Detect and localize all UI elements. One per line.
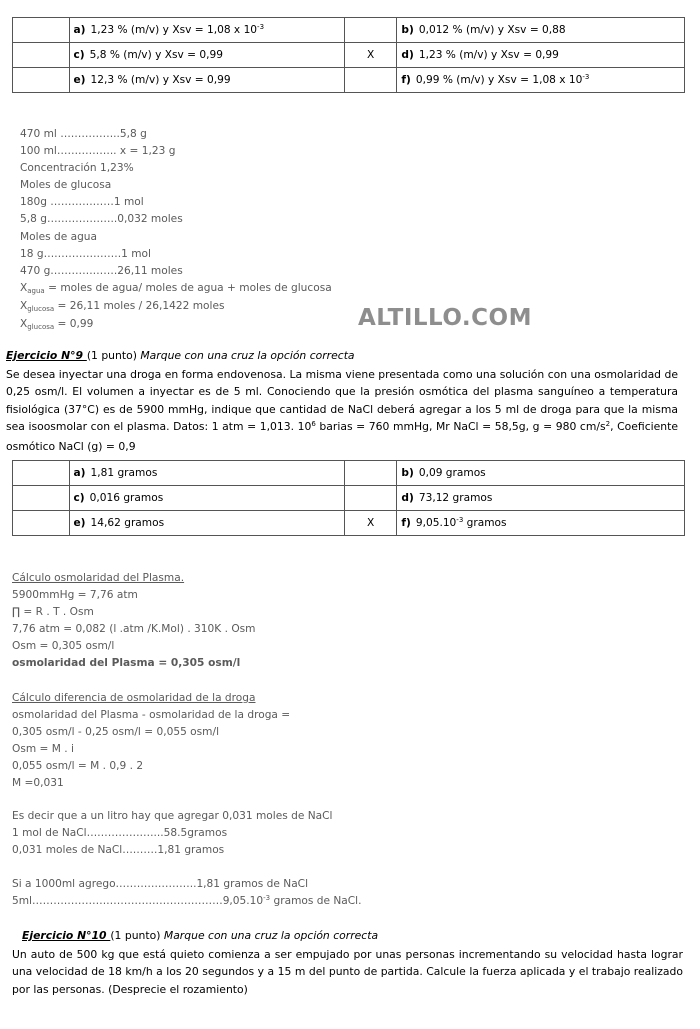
option-d-cell — [397, 486, 685, 511]
calc-line: 18 g………………….1 mol — [20, 247, 151, 260]
calc-line: ∏ = R . T . Osm — [12, 606, 94, 619]
option-text: 9,05.10 — [415, 517, 457, 529]
option-letter: b) — [401, 467, 414, 479]
solution-ex9-difference — [12, 690, 290, 793]
option-letter: c) — [73, 492, 85, 504]
options-table-ex8 — [12, 17, 685, 93]
calc-line: 0,031 moles de NaCl……….1,81 gramos — [12, 844, 225, 857]
calc-title: Cálculo diferencia de osmolaridad de la droga — [12, 692, 256, 704]
calc-line: 0,305 osm/l - 0,25 osm/l = 0,055 osm/l — [12, 726, 220, 739]
option-b-cell — [397, 18, 685, 43]
calc-line: 5,8 g………………..0,032 moles — [20, 213, 183, 226]
option-text: 0,99 % (m/v) y Xsv = 1,08 x 10 — [415, 74, 583, 86]
mark-cell[interactable]: X — [344, 511, 396, 536]
option-text: 0,012 % (m/v) y Xsv = 0,88 — [418, 24, 566, 36]
solution-ex9-final — [12, 876, 362, 911]
calc-result: osmolaridad del Plasma = 0,305 osm/l — [12, 657, 241, 670]
option-letter: c) — [73, 49, 85, 61]
exercise-points: (1 punto) — [110, 929, 164, 942]
mark-cell[interactable] — [344, 461, 396, 486]
option-e-cell — [69, 68, 344, 93]
option-letter: b) — [401, 24, 414, 36]
exercise-instruction: Marque con una cruz la opción correcta — [163, 929, 379, 942]
exercise-heading: Ejercicio N°9 — [6, 349, 87, 362]
option-d-cell — [397, 43, 685, 68]
calc-line: Moles de agua — [20, 230, 98, 243]
calc-text: 5ml………………………………………………9,05.10 — [12, 895, 264, 908]
statement-sup: 2 — [605, 420, 611, 429]
option-text: 14,62 gramos — [90, 517, 165, 529]
exercise-9-title — [6, 349, 355, 362]
calc-line: 180g ………………1 mol — [20, 196, 144, 209]
blank-cell[interactable] — [13, 68, 70, 93]
blank-cell[interactable] — [13, 18, 70, 43]
option-letter: a) — [73, 467, 86, 479]
option-letter: e) — [73, 74, 86, 86]
table-row — [13, 486, 685, 511]
solution-ex9-moles — [12, 808, 332, 859]
calc-line: Si a 1000ml agrego…………………..1,81 gramos de NaCl — [12, 878, 309, 890]
option-sup: -3 — [456, 516, 464, 524]
exercise-instruction: Marque con una cruz la opción correcta — [140, 349, 355, 362]
calc-line: 0,055 osm/l = M . 0,9 . 2 — [12, 760, 144, 773]
option-text: gramos — [463, 517, 507, 529]
calc-line — [20, 298, 332, 316]
var-x: X — [20, 299, 28, 312]
table-row — [13, 68, 685, 93]
calc-text: = moles de agua/ moles de agua + moles de glucosa — [44, 281, 332, 294]
blank-cell[interactable] — [13, 43, 70, 68]
calc-line: 5900mmHg = 7,76 atm — [12, 589, 138, 602]
table-row — [13, 18, 685, 43]
option-sup: -3 — [582, 73, 590, 81]
option-text: 0,016 gramos — [89, 492, 164, 504]
calc-text: = 26,11 moles / 26,1422 moles — [54, 299, 225, 312]
calc-text: = 0,99 — [54, 318, 94, 331]
calc-line: Osm = M . i — [12, 743, 74, 756]
solution-ex8 — [20, 126, 332, 334]
solution-ex9-plasma — [12, 570, 256, 673]
var-sub: glucosa — [27, 304, 55, 313]
var-x: X — [20, 281, 28, 294]
calc-line — [20, 280, 332, 298]
option-b-cell — [397, 461, 685, 486]
calc-line — [12, 893, 362, 911]
statement-text: Se desea inyectar una droga en forma endovenosa. La misma viene presentada como una solución con una osmolaridad de 0,25 osm/l. El volumen a inyectar es de 5 ml. Conociendo que la presión osmótica del plasma sanguíneo a temperatura fisiológica (37°C) es de 5900 mmHg, indique que cantidad de NaCl deberá agregar a los 5 ml de droga para que la misma sea isoosmolar con el plasma. Datos: 1 atm = 1,013. 10 — [6, 368, 678, 434]
var-x: X — [20, 318, 28, 331]
statement-sup: 6 — [311, 420, 316, 429]
calc-line: 470 ml ……………..5,8 g — [20, 128, 147, 140]
option-letter: d) — [401, 49, 414, 61]
option-e-cell — [69, 511, 344, 536]
option-f-cell — [397, 511, 685, 536]
option-letter: e) — [73, 517, 86, 529]
calc-line: 100 ml…………….. x = 1,23 g — [20, 145, 176, 158]
option-c-cell — [69, 43, 344, 68]
calc-line: 1 mol de NaCl………………....58.5gramos — [12, 827, 228, 840]
table-row — [13, 43, 685, 68]
blank-cell[interactable] — [13, 486, 70, 511]
option-text: 5,8 % (m/v) y Xsv = 0,99 — [89, 49, 223, 61]
exercise-10-title — [22, 929, 378, 942]
option-sup: -3 — [257, 23, 265, 31]
option-text: 1,23 % (m/v) y Xsv = 1,08 x 10 — [90, 24, 258, 36]
calc-line: Concentración 1,23% — [20, 162, 134, 175]
blank-cell[interactable] — [13, 511, 70, 536]
option-a-cell — [69, 461, 344, 486]
option-text: 0,09 gramos — [418, 467, 486, 479]
option-f-cell — [397, 68, 685, 93]
option-letter: f) — [401, 74, 411, 86]
mark-cell[interactable] — [344, 18, 396, 43]
option-text: 1,23 % (m/v) y Xsv = 0,99 — [418, 49, 559, 61]
table-row — [13, 511, 685, 536]
option-a-cell — [69, 18, 344, 43]
calc-line: 7,76 atm = 0,082 (l .atm /K.Mol) . 310K . Osm — [12, 623, 256, 636]
calc-title: Cálculo osmolaridad del Plasma. — [12, 572, 185, 584]
statement-text: , Coeficiente osmótico NaCl (g) = 0,9 — [6, 420, 678, 453]
calc-line: M =0,031 — [12, 777, 64, 790]
calc-line: 470 g……………….26,11 moles — [20, 264, 183, 277]
options-table-ex9 — [12, 460, 685, 536]
watermark-logo: ALTILLO.COM — [358, 305, 532, 331]
option-c-cell — [69, 486, 344, 511]
statement-text: barias = 760 mmHg, Mr NaCl = 58,5g, g = 980 cm/s — [315, 420, 606, 434]
var-sub: glucosa — [27, 323, 55, 332]
option-letter: f) — [401, 517, 411, 529]
exercise-10-statement: Un auto de 500 kg que está quieto comienza a ser empujado por unas personas incrementando su velocidad hasta lograr una velocidad de 18 km/h a los 20 segundos y a 15 m del punto de partida. Calcule la fuerza aplicada y el trabajo realizado por las personas. (Desprecie el rozamiento) — [12, 948, 683, 996]
calc-sup: -3 — [263, 894, 271, 903]
option-letter: a) — [73, 24, 86, 36]
option-letter: d) — [401, 492, 414, 504]
calc-line: Es decir que a un litro hay que agregar 0,031 moles de NaCl — [12, 810, 333, 822]
blank-cell[interactable] — [13, 461, 70, 486]
mark-cell[interactable] — [344, 68, 396, 93]
exercise-points: (1 punto) — [86, 349, 141, 362]
option-text: 12,3 % (m/v) y Xsv = 0,99 — [90, 74, 231, 86]
exercise-heading: Ejercicio N°10 — [22, 929, 111, 942]
calc-text: gramos de NaCl. — [270, 895, 362, 908]
calc-line: osmolaridad del Plasma - osmolaridad de la droga = — [12, 709, 291, 722]
mark-cell[interactable] — [344, 486, 396, 511]
calc-line: Moles de glucosa — [20, 179, 112, 192]
table-row — [13, 461, 685, 486]
calc-line — [20, 316, 332, 334]
exercise-9-statement — [6, 366, 678, 455]
option-text: 1,81 gramos — [90, 467, 158, 479]
var-sub: agua — [27, 286, 45, 295]
option-text: 73,12 gramos — [418, 492, 493, 504]
calc-line: Osm = 0,305 osm/l — [12, 640, 115, 653]
mark-cell[interactable]: X — [344, 43, 396, 68]
